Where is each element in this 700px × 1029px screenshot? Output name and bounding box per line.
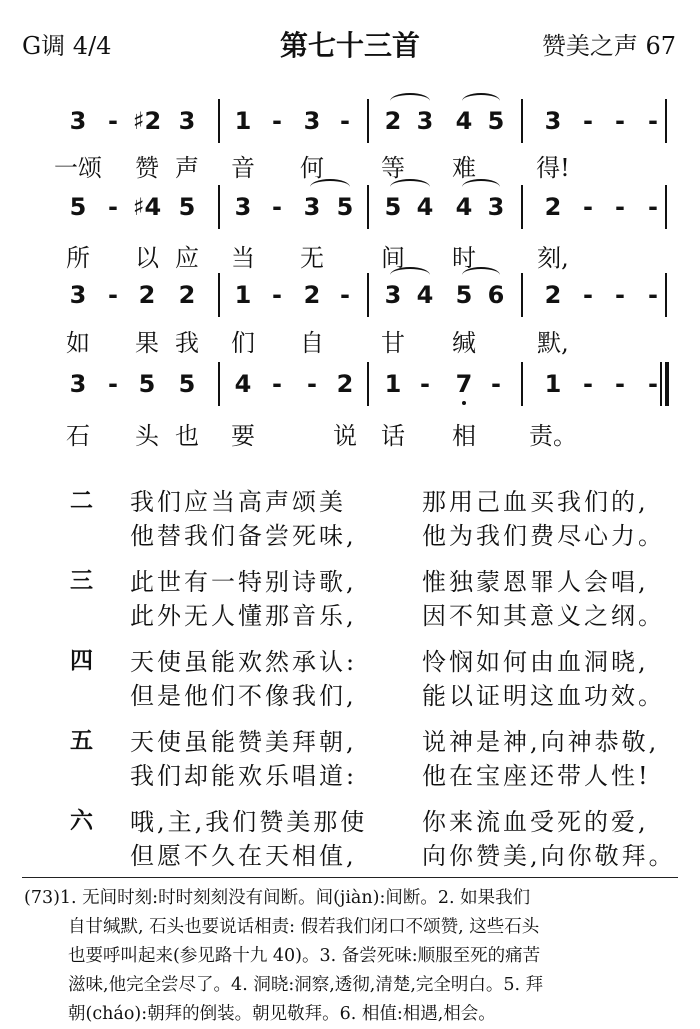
lyric-syllable: 音: [231, 154, 255, 182]
note-token: 2: [303, 281, 321, 309]
dash-token: -: [583, 193, 593, 221]
verse-line: 哦,主,我们赞美那使: [130, 808, 368, 836]
verse-number: 二: [70, 488, 93, 514]
verse-line: 他在宝座还带人性!: [422, 762, 651, 790]
verse-line: 天使虽能欢然承认:: [130, 648, 358, 676]
note-token: 3: [303, 107, 321, 135]
lyric-syllable: 要: [231, 422, 255, 450]
dash-token: -: [648, 107, 658, 135]
bar-line: [521, 273, 523, 317]
verse-line: 此外无人懂那音乐,: [130, 602, 357, 630]
slur-arc: [462, 179, 500, 195]
bar-line: [218, 273, 220, 317]
verse-number: 六: [70, 808, 93, 834]
note-token: 5: [178, 370, 196, 398]
slur-arc: [390, 179, 430, 195]
bar-line: [665, 99, 667, 143]
note-token: 3: [178, 107, 196, 135]
lyric-syllable: 刻,: [537, 244, 569, 272]
key-signature: G调 4/4: [22, 32, 112, 60]
lyric-syllable: 说: [333, 422, 357, 450]
verse-line: 那用己血买我们的,: [422, 488, 649, 516]
verse-line: 能以证明这血功效。: [422, 682, 665, 710]
bar-line: [521, 99, 523, 143]
note-token: 1: [234, 281, 252, 309]
note-token: 3: [416, 107, 434, 135]
lyric-syllable: 如: [66, 329, 90, 357]
note-token: 5: [455, 281, 473, 309]
verse-number: 五: [70, 728, 93, 754]
verse-line: 因不知其意义之纲。: [422, 602, 665, 630]
verse-line: 你来流血受死的爱,: [422, 808, 649, 836]
lyric-syllable: 话: [381, 422, 405, 450]
lyric-syllable: 当: [231, 244, 255, 272]
dash-token: -: [340, 107, 350, 135]
note-token: 4: [455, 193, 473, 221]
bar-line: [367, 362, 369, 406]
note-token: ♯2: [132, 107, 162, 135]
note-token: 2: [544, 193, 562, 221]
verse-line: 他替我们备尝死味,: [130, 522, 357, 550]
lyric-syllable: 无: [300, 244, 324, 272]
lyric-syllable: 时: [452, 244, 476, 272]
note-token: 3: [544, 107, 562, 135]
note-token: 3: [234, 193, 252, 221]
note-token: 6: [487, 281, 505, 309]
lyric-syllable: 果: [135, 329, 159, 357]
note-token: 5: [384, 193, 402, 221]
lyric-syllable: 相: [452, 422, 476, 450]
note-token: 2: [336, 370, 354, 398]
dash-token: -: [108, 107, 118, 135]
dash-token: -: [648, 370, 658, 398]
dash-token: -: [420, 370, 430, 398]
bar-line: [367, 273, 369, 317]
dash-token: -: [108, 281, 118, 309]
note-token: 2: [138, 281, 156, 309]
dash-token: -: [272, 281, 282, 309]
note-token: 4: [416, 281, 434, 309]
note-token: 5: [178, 193, 196, 221]
dash-token: -: [108, 193, 118, 221]
dash-token: -: [340, 281, 350, 309]
lyric-syllable: 我: [175, 329, 199, 357]
verse-line: 向你赞美,向你敬拜。: [422, 842, 676, 870]
footnotes: [24, 884, 676, 1029]
lyric-syllable: 缄: [452, 329, 476, 357]
dash-token: -: [615, 107, 625, 135]
note-token: 3: [384, 281, 402, 309]
note-token: 3: [487, 193, 505, 221]
lyric-syllable: 石: [66, 422, 90, 450]
slur-arc: [310, 179, 350, 195]
bar-line: [218, 99, 220, 143]
lyric-syllable: 甘: [381, 329, 405, 357]
lyric-syllable: 以: [135, 244, 159, 272]
dash-token: -: [491, 370, 501, 398]
bar-line: [521, 362, 523, 406]
note-token: 1: [234, 107, 252, 135]
slur-arc: [462, 93, 500, 109]
note-token: 1: [544, 370, 562, 398]
lyric-syllable: 自: [300, 329, 324, 357]
note-token: 4: [234, 370, 252, 398]
note-token: 7: [455, 370, 473, 398]
note-token: 4: [416, 193, 434, 221]
bar-line: [665, 362, 669, 406]
note-token: 3: [303, 193, 321, 221]
bar-line: [367, 185, 369, 229]
footnote-line: 自甘缄默, 石头也要说话相责: 假若我们闭口不颂赞, 这些石头: [68, 917, 540, 937]
lyric-syllable: 应: [175, 244, 199, 272]
lower-octave-dot: [462, 401, 466, 405]
footnote-line: 也要呼叫起来(参见路十九 40)。3. 备尝死味:顺服至死的痛苦: [68, 946, 541, 966]
bar-line: [367, 99, 369, 143]
verse-line: 此世有一特别诗歌,: [130, 568, 357, 596]
bar-line: [521, 185, 523, 229]
lyric-syllable: 默,: [537, 329, 569, 357]
note-token: ♯4: [132, 193, 162, 221]
lyric-syllable: 责。: [529, 422, 577, 450]
dash-token: -: [272, 370, 282, 398]
dash-token: -: [583, 281, 593, 309]
final-bar-line: [660, 362, 662, 406]
verse-number: 四: [70, 648, 93, 674]
note-token: 5: [69, 193, 87, 221]
note-token: 5: [487, 107, 505, 135]
dash-token: -: [272, 107, 282, 135]
note-token: 2: [384, 107, 402, 135]
dash-token: -: [615, 370, 625, 398]
lyric-syllable: 赞: [135, 154, 159, 182]
lyric-syllable: 等: [381, 154, 405, 182]
note-token: 1: [384, 370, 402, 398]
hymn-title: 第七十三首: [279, 29, 420, 62]
footnote-line: 滋味,他完全尝尽了。4. 洞晓:洞察,透彻,清楚,完全明白。5. 拜: [68, 975, 544, 995]
lyric-syllable: 们: [231, 329, 255, 357]
lyric-syllable: 难: [452, 154, 476, 182]
lyric-syllable: 声: [175, 154, 199, 182]
verse-line: 天使虽能赞美拜朝,: [130, 728, 357, 756]
lyric-syllable: 也: [175, 422, 199, 450]
lyric-syllable: 间: [381, 244, 405, 272]
note-token: 3: [69, 107, 87, 135]
dash-token: -: [648, 193, 658, 221]
lyric-syllable: 一颂: [54, 154, 102, 182]
verse-line: 我们应当高声颂美: [130, 488, 346, 516]
verse-number: 三: [70, 568, 93, 594]
lyric-syllable: 头: [135, 422, 159, 450]
note-token: 2: [544, 281, 562, 309]
note-token: 4: [455, 107, 473, 135]
footnote-line: 朝(cháo):朝拜的倒装。朝见敬拜。6. 相值:相遇,相会。: [68, 1004, 496, 1024]
note-token: 2: [178, 281, 196, 309]
slur-arc: [462, 267, 500, 283]
note-token: 5: [336, 193, 354, 221]
footnote-line: (73)1. 无间时刻:时时刻刻没有间断。间(jiàn):间断。2. 如果我们: [24, 888, 531, 908]
bar-line: [665, 273, 667, 317]
note-token: 3: [69, 370, 87, 398]
lyric-syllable: 所: [66, 244, 90, 272]
verse-line: 但愿不久在天相值,: [130, 842, 357, 870]
slur-arc: [390, 93, 430, 109]
verse-line: 他为我们费尽心力。: [422, 522, 665, 550]
verse-line: 怜悯如何由血洞晓,: [422, 648, 649, 676]
verse-line: 但是他们不像我们,: [130, 682, 357, 710]
note-token: 3: [69, 281, 87, 309]
footnote-divider: [22, 877, 678, 878]
verse-line: 我们却能欢乐唱道:: [130, 762, 358, 790]
dash-token: -: [307, 370, 317, 398]
dash-token: -: [648, 281, 658, 309]
dash-token: -: [108, 370, 118, 398]
lyric-syllable: 得!: [536, 154, 570, 182]
note-token: 5: [138, 370, 156, 398]
slur-arc: [390, 267, 430, 283]
verse-line: 说神是神,向神恭敬,: [422, 728, 660, 756]
lyric-syllable: 何: [300, 154, 324, 182]
bar-line: [218, 185, 220, 229]
bar-line: [218, 362, 220, 406]
dash-token: -: [583, 370, 593, 398]
dash-token: -: [583, 107, 593, 135]
bar-line: [665, 185, 667, 229]
dash-token: -: [615, 281, 625, 309]
dash-token: -: [272, 193, 282, 221]
verse-line: 惟独蒙恩罪人会唱,: [422, 568, 649, 596]
dash-token: -: [615, 193, 625, 221]
book-page-label: 赞美之声 67: [541, 32, 676, 60]
